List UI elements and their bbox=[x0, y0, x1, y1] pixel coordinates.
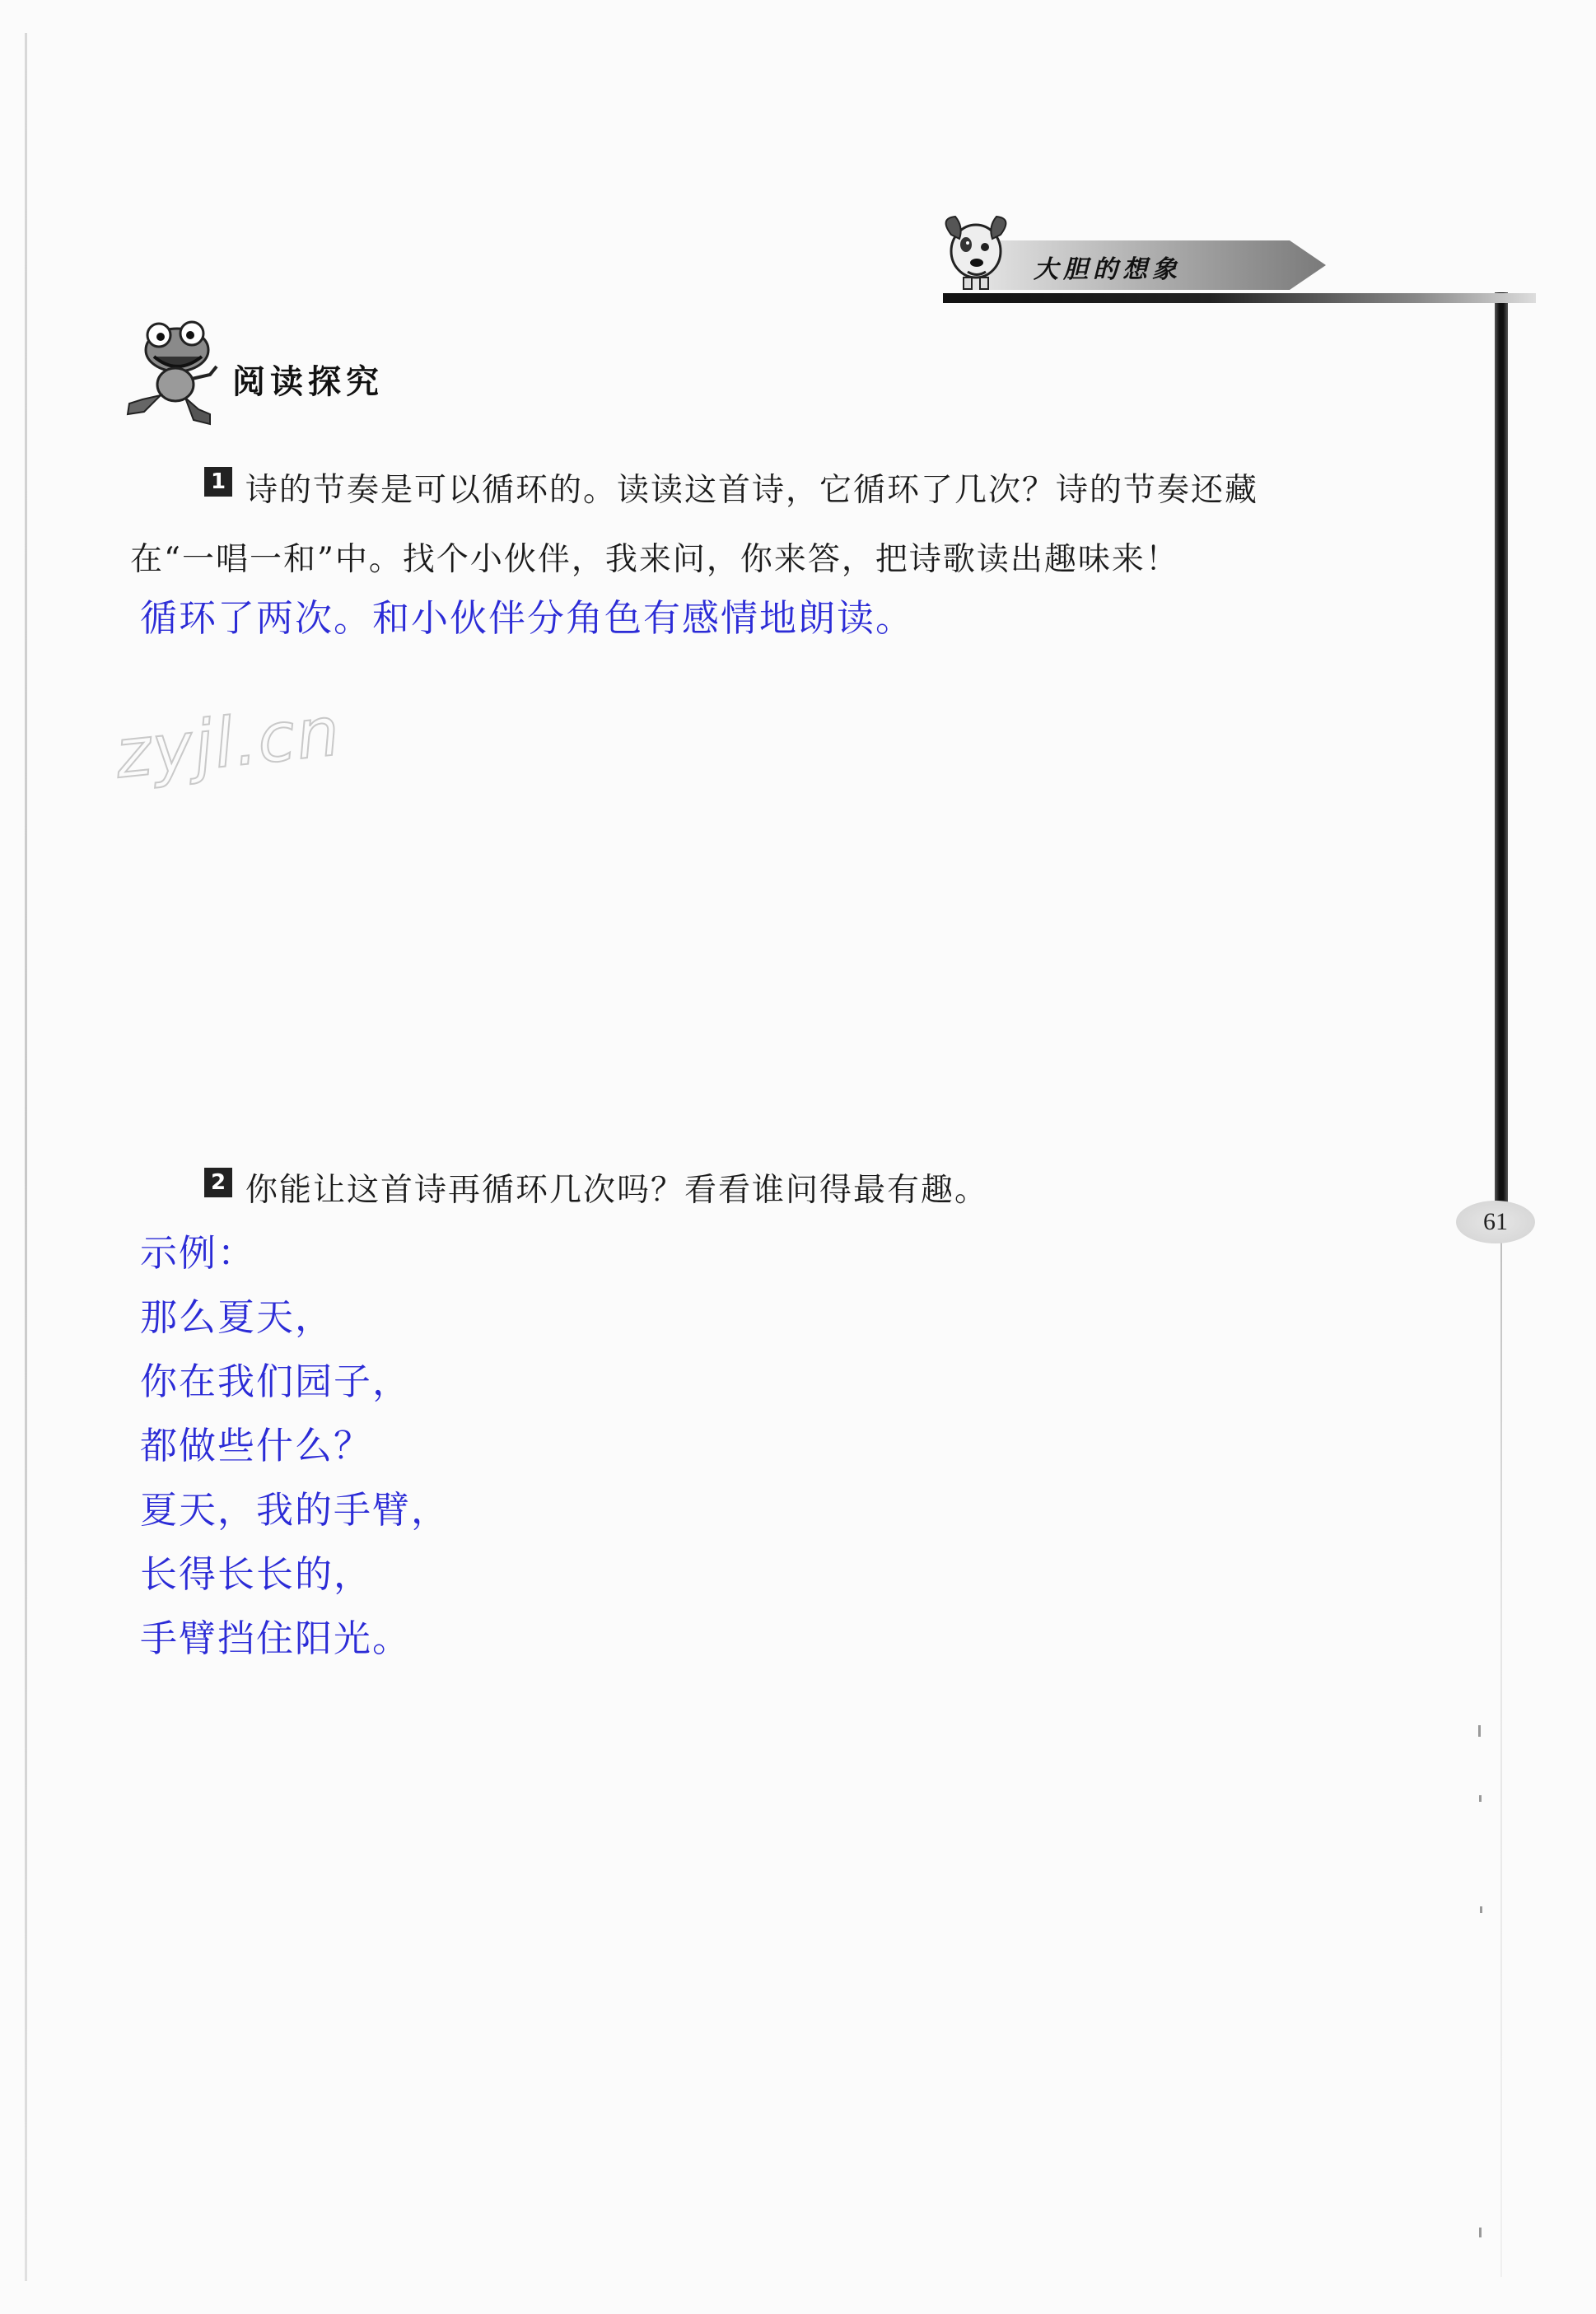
page-number: 61 bbox=[1483, 1208, 1508, 1235]
question-2-answer-line: 夏天，我的手臂， bbox=[140, 1488, 450, 1532]
scan-speck bbox=[1479, 2228, 1482, 2237]
page-left-edge bbox=[25, 33, 27, 2281]
chapter-title: 大胆的想象 bbox=[1034, 255, 1182, 284]
question-2-number: 2 bbox=[204, 1168, 232, 1197]
question-1-answer: 循环了两次。和小伙伴分角色有感情地朗读。 bbox=[140, 596, 915, 640]
question-1-text-line-2: 在“一唱一和”中。找个小伙伴，我来问，你来答，把诗歌读出趣味来！ bbox=[130, 541, 1179, 578]
question-2-answer-line: 手臂挡住阳光。 bbox=[140, 1617, 412, 1660]
question-2-text: 你能让这首诗再循环几次吗？看看谁问得最有趣。 bbox=[245, 1172, 989, 1209]
question-2-answer-line: 都做些什么？ bbox=[140, 1424, 373, 1467]
page-number-badge bbox=[1456, 1201, 1535, 1243]
header-rule bbox=[943, 293, 1536, 303]
question-2-answer-line: 那么夏天， bbox=[140, 1295, 334, 1339]
dog-mascot-icon bbox=[931, 202, 1021, 292]
watermark: zyjl.cn bbox=[111, 692, 345, 795]
page-right-edge bbox=[1500, 1206, 1502, 2277]
scan-speck bbox=[1479, 1795, 1482, 1802]
scan-speck bbox=[1480, 1906, 1482, 1913]
question-2-answer-line: 示例： bbox=[140, 1231, 257, 1275]
frog-mascot-icon bbox=[119, 317, 243, 432]
scan-speck bbox=[1478, 1725, 1481, 1737]
section-title: 阅读探究 bbox=[232, 362, 384, 401]
question-2-answer-line: 长得长长的， bbox=[140, 1552, 373, 1596]
chapter-side-bar bbox=[1495, 292, 1508, 1206]
question-2-answer-line: 你在我们园子， bbox=[140, 1360, 412, 1403]
question-1-text-line-1: 诗的节奏是可以循环的。读读这首诗，它循环了几次？诗的节奏还藏 bbox=[245, 472, 1259, 509]
question-1-number: 1 bbox=[204, 467, 232, 497]
